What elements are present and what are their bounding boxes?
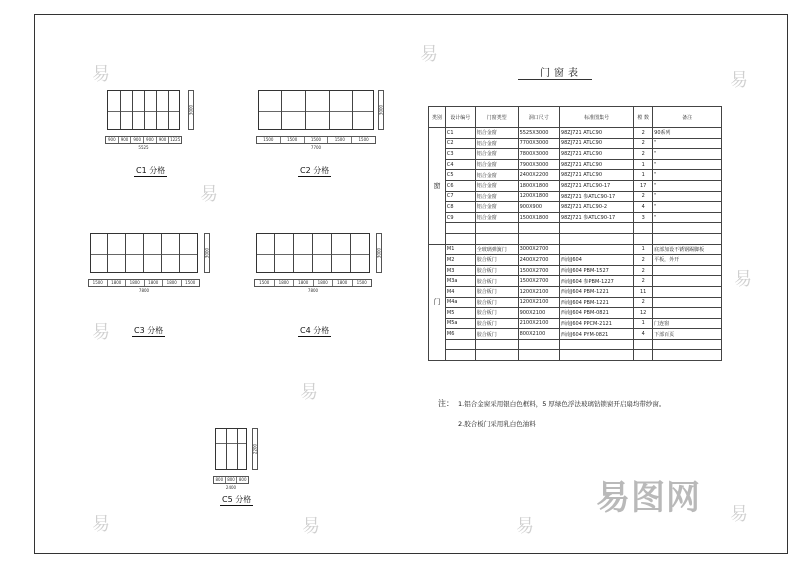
watermark-glyph: 易	[302, 516, 320, 537]
schedule-cell: M2	[445, 255, 475, 266]
schedule-cell: 2400X2200	[518, 170, 559, 181]
schedule-cell: 98ZJ721 ATLC90-17	[559, 180, 633, 191]
schedule-cell: 900X2100	[518, 308, 559, 319]
schedule-cell: 900X900	[518, 202, 559, 213]
schedule-cell: 1500X2700	[518, 265, 559, 276]
schedule-cell: "	[653, 138, 722, 149]
schedule-cell: 胶合板门	[475, 286, 518, 297]
schedule-title-underline	[518, 79, 592, 80]
schedule-cell: 西南J604 PBM-0821	[559, 308, 633, 319]
schedule-cell: 90系列	[653, 128, 722, 139]
watermark-glyph: 易	[730, 70, 748, 91]
schedule-blank-row	[429, 339, 722, 350]
schedule-cell	[445, 339, 475, 350]
schedule-cell	[653, 223, 722, 234]
schedule-cell: M6	[445, 329, 475, 340]
window-c2-height-dim: 3000	[378, 90, 384, 130]
schedule-cell	[475, 339, 518, 350]
schedule-cell: 底部加设不锈钢踢脚板	[653, 244, 722, 255]
schedule-cell: 胶合板门	[475, 318, 518, 329]
schedule-cell: 7700X3000	[518, 138, 559, 149]
schedule-cell: 98ZJ721 ATLC90	[559, 138, 633, 149]
schedule-row	[429, 265, 722, 276]
schedule-cell: 1	[634, 318, 653, 329]
schedule-cell: 下部百页	[653, 329, 722, 340]
schedule-cell: 3	[634, 212, 653, 223]
schedule-cell: 铝合金窗	[475, 212, 518, 223]
window-c2-elevation	[258, 90, 374, 130]
header-category: 类别	[429, 107, 446, 128]
schedule-cell: "	[653, 170, 722, 181]
schedule-cell	[559, 233, 633, 244]
schedule-row	[429, 276, 722, 287]
schedule-cell: "	[653, 191, 722, 202]
schedule-cell	[445, 350, 475, 361]
schedule-cell	[653, 350, 722, 361]
schedule-cell: 1200X2100	[518, 297, 559, 308]
schedule-cell	[475, 233, 518, 244]
schedule-cell	[559, 244, 633, 255]
window-c1-elevation	[107, 90, 180, 130]
schedule-cell: 4	[634, 329, 653, 340]
watermark-glyph: 易	[92, 322, 110, 343]
schedule-cell: "	[653, 159, 722, 170]
schedule-cell: 17	[634, 180, 653, 191]
schedule-cell: 胶合板门	[475, 308, 518, 319]
schedule-cell	[559, 350, 633, 361]
schedule-cell	[653, 286, 722, 297]
header-type: 门窗类型	[475, 107, 518, 128]
schedule-row	[429, 212, 722, 223]
schedule-row	[429, 170, 722, 181]
schedule-cell: 铝合金窗	[475, 138, 518, 149]
schedule-cell: 2	[634, 265, 653, 276]
schedule-cell: 2	[634, 191, 653, 202]
schedule-cell: 铝合金窗	[475, 159, 518, 170]
window-c3-total-width: 7800	[138, 288, 150, 293]
schedule-blank-row	[429, 233, 722, 244]
schedule-cell: 2	[634, 138, 653, 149]
header-count: 樘 数	[634, 107, 653, 128]
schedule-cell: 7900X3000	[518, 159, 559, 170]
schedule-cell	[445, 223, 475, 234]
notes-prefix: 注：	[438, 399, 454, 408]
category-cell: 窗	[429, 128, 446, 245]
schedule-cell: C8	[445, 202, 475, 213]
schedule-cell: 门连窗	[653, 318, 722, 329]
schedule-cell: 12	[634, 308, 653, 319]
schedule-cell: 98ZJ721 ATLC90	[559, 128, 633, 139]
schedule-row	[429, 128, 722, 139]
window-c3-width-dims: 1500 1800 1800 1800 1800 1500	[88, 279, 200, 287]
schedule-cell: 西南J604 PYM-0821	[559, 329, 633, 340]
schedule-row	[429, 244, 722, 255]
window-c4-width-dims: 1500 1800 1800 1800 1800 1500	[254, 279, 372, 287]
schedule-cell: M4a	[445, 297, 475, 308]
window-c4-height-dim: 3000	[376, 233, 382, 273]
schedule-cell	[634, 233, 653, 244]
schedule-cell	[653, 265, 722, 276]
window-c1-width-dims: 900 900 900 900 900 1225	[105, 136, 182, 144]
schedule-cell: M3a	[445, 276, 475, 287]
schedule-cell: 2	[634, 276, 653, 287]
window-c2-width-dims: 1500 1500 1500 1500 1500	[256, 136, 376, 144]
schedule-cell: C5	[445, 170, 475, 181]
window-c5-total-width: 2400	[225, 485, 237, 490]
window-c3-label: C3 分格	[134, 326, 164, 335]
watermark-glyph: 易	[92, 514, 110, 535]
schedule-cell: 98ZJ721 ATLC90-2	[559, 202, 633, 213]
schedule-row	[429, 191, 722, 202]
schedule-row	[429, 318, 722, 329]
schedule-cell: C2	[445, 138, 475, 149]
schedule-cell: 铝合金窗	[475, 149, 518, 160]
schedule-row	[429, 149, 722, 160]
schedule-cell: M5a	[445, 318, 475, 329]
window-c5-elevation	[215, 428, 247, 470]
watermark-glyph: 易	[734, 269, 752, 290]
window-c2-label: C2 分格	[300, 166, 330, 175]
schedule-cell: 全玻璃弹簧门	[475, 244, 518, 255]
schedule-cell: C9	[445, 212, 475, 223]
schedule-cell	[475, 350, 518, 361]
window-c3-height-dim: 3000	[204, 233, 210, 273]
schedule-cell: 西南J604 PBM-1221	[559, 297, 633, 308]
schedule-cell: 1500X1800	[518, 212, 559, 223]
window-c2-total-width: 7700	[310, 145, 322, 150]
schedule-cell: 胶合板门	[475, 276, 518, 287]
schedule-row	[429, 202, 722, 213]
schedule-cell: 西南J604 PPCM-2121	[559, 318, 633, 329]
watermark-glyph: 易	[300, 382, 318, 403]
schedule-cell	[634, 350, 653, 361]
door-window-schedule	[428, 106, 722, 361]
window-c3-elevation	[90, 233, 198, 273]
schedule-blank-row	[429, 223, 722, 234]
schedule-cell: 2400X2700	[518, 255, 559, 266]
schedule-cell: 2	[634, 255, 653, 266]
schedule-cell: M5	[445, 308, 475, 319]
watermark-glyph: 易	[92, 64, 110, 85]
schedule-cell: 铝合金窗	[475, 170, 518, 181]
schedule-cell: 3000X2700	[518, 244, 559, 255]
schedule-cell: M3	[445, 265, 475, 276]
window-c4-elevation	[256, 233, 370, 273]
schedule-cell: 西南J604 PBM-1221	[559, 286, 633, 297]
schedule-cell: 胶合板门	[475, 265, 518, 276]
schedule-row	[429, 297, 722, 308]
note-line-2: 2.胶合板门采用乳白色油料	[458, 420, 536, 428]
window-c5-height-dim: 2200	[252, 428, 258, 470]
schedule-cell	[518, 339, 559, 350]
schedule-cell: 胶合板门	[475, 329, 518, 340]
watermark-glyph: 易	[516, 516, 534, 537]
window-c1-total-width: 5525	[138, 145, 149, 150]
schedule-cell: C6	[445, 180, 475, 191]
schedule-cell: 98ZJ721 参ATLC90-17	[559, 212, 633, 223]
schedule-row	[429, 329, 722, 340]
schedule-cell: 98ZJ721 ATLC90	[559, 170, 633, 181]
schedule-cell: "	[653, 180, 722, 191]
schedule-cell: 5525X3000	[518, 128, 559, 139]
schedule-cell	[653, 276, 722, 287]
schedule-cell: 2	[634, 128, 653, 139]
schedule-cell	[559, 223, 633, 234]
schedule-cell: 1	[634, 159, 653, 170]
watermark-glyph: 易	[200, 184, 218, 205]
schedule-title: 门窗表	[540, 68, 582, 79]
schedule-cell: 胶合板门	[475, 297, 518, 308]
schedule-cell: "	[653, 212, 722, 223]
schedule-cell: 铝合金窗	[475, 191, 518, 202]
schedule-row	[429, 308, 722, 319]
schedule-row	[429, 286, 722, 297]
schedule-row	[429, 138, 722, 149]
schedule-row	[429, 180, 722, 191]
schedule-cell	[653, 297, 722, 308]
schedule-blank-row	[429, 350, 722, 361]
schedule-cell: C1	[445, 128, 475, 139]
schedule-cell: 2100X2100	[518, 318, 559, 329]
watermark-brand: 易图网	[596, 478, 701, 518]
schedule-cell: 铝合金窗	[475, 180, 518, 191]
window-c5-label: C5 分格	[222, 495, 252, 504]
schedule-row	[429, 255, 722, 266]
watermark-glyph: 易	[420, 44, 438, 65]
schedule-cell: C4	[445, 159, 475, 170]
schedule-cell: 1	[634, 244, 653, 255]
schedule-cell: 铝合金窗	[475, 202, 518, 213]
note-line-1: 1.铝合金窗采用银白色框料，5 厚绿色浮法玻璃钻锁窗开启扇均带纱窗。	[458, 400, 666, 408]
header-standard-atlas: 标准图集号	[559, 107, 633, 128]
schedule-cell	[653, 233, 722, 244]
window-c1-height-dim: 3000	[188, 90, 194, 130]
schedule-cell: 1200X1800	[518, 191, 559, 202]
schedule-cell: 1800X1800	[518, 180, 559, 191]
window-c5-width-dims: 800 800 800	[213, 476, 249, 484]
schedule-row	[429, 159, 722, 170]
schedule-cell: 98ZJ721 ATLC90	[559, 159, 633, 170]
schedule-cell: 1500X2700	[518, 276, 559, 287]
schedule-cell: 98ZJ721 参ATLC90-17	[559, 191, 633, 202]
schedule-cell: C7	[445, 191, 475, 202]
schedule-cell: 西南J604 参PBM-1227	[559, 276, 633, 287]
schedule-cell: 7800X3000	[518, 149, 559, 160]
header-opening-size: 洞口尺寸	[518, 107, 559, 128]
category-cell: 门	[429, 244, 446, 361]
schedule-cell: 98ZJ721 ATLC90	[559, 149, 633, 160]
header-remarks: 备注	[653, 107, 722, 128]
header-design-number: 设计编号	[445, 107, 475, 128]
schedule-cell	[445, 233, 475, 244]
schedule-cell: M1	[445, 244, 475, 255]
schedule-cell	[518, 233, 559, 244]
schedule-cell: 铝合金窗	[475, 128, 518, 139]
watermark-glyph: 易	[730, 504, 748, 525]
schedule-cell	[518, 350, 559, 361]
window-c4-label: C4 分格	[300, 326, 330, 335]
schedule-cell: 11	[634, 286, 653, 297]
schedule-cell	[518, 223, 559, 234]
schedule-cell	[653, 339, 722, 350]
schedule-cell: 胶合板门	[475, 255, 518, 266]
schedule-cell: 4	[634, 202, 653, 213]
schedule-cell: 西南J604	[559, 255, 633, 266]
schedule-cell: 西南J604 PBM-1527	[559, 265, 633, 276]
schedule-cell: 1	[634, 170, 653, 181]
schedule-cell: "	[653, 202, 722, 213]
schedule-cell: 2	[634, 149, 653, 160]
schedule-cell: M4	[445, 286, 475, 297]
schedule-cell: C3	[445, 149, 475, 160]
window-c1-label: C1 分格	[136, 166, 166, 175]
schedule-cell: "	[653, 149, 722, 160]
schedule-cell: 2	[634, 297, 653, 308]
schedule-cell	[475, 223, 518, 234]
schedule-cell: 1200X2100	[518, 286, 559, 297]
schedule-cell: 平板，外开	[653, 255, 722, 266]
window-c4-total-width: 7800	[307, 288, 319, 293]
schedule-cell	[653, 308, 722, 319]
schedule-cell	[634, 339, 653, 350]
schedule-cell	[634, 223, 653, 234]
schedule-header-row	[429, 107, 722, 128]
schedule-cell: 800X2100	[518, 329, 559, 340]
schedule-cell	[559, 339, 633, 350]
